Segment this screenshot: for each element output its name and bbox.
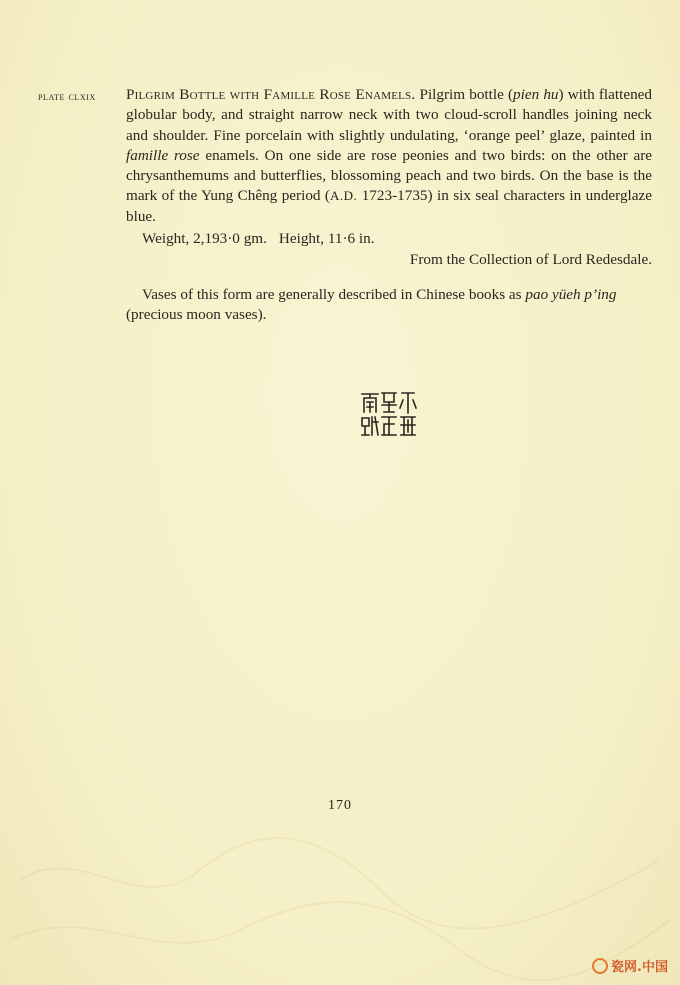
measurements — [142, 229, 652, 249]
weight: Weight, 2,193·0 gm. — [142, 230, 267, 248]
description-paragraph — [126, 85, 652, 227]
note-text: (precious moon vases). — [126, 305, 267, 323]
site-watermark — [592, 956, 668, 975]
watermark-logo-icon — [592, 958, 608, 974]
description-text: ) with flattened globular body, and straight narrow neck with two cloud-scroll handles joining neck and shoulder. Fine porcelain with slightly undulating, ‘orange peel’ glaze, painted in — [126, 86, 652, 144]
description-text: 1723-1735) in six seal characters in underglaze blue. — [126, 187, 652, 225]
provenance: From the Collection of Lord Redesdale. — [409, 251, 652, 269]
era-abbreviation: A.D. — [330, 188, 358, 204]
plate-label: plate clxix — [38, 91, 96, 103]
term-famille-rose: famille rose — [126, 146, 200, 164]
faint-decorative-pattern — [0, 820, 680, 985]
note-paragraph — [126, 285, 652, 326]
note-text: Vases of this form are generally described in Chinese books as — [142, 285, 526, 303]
height: Height, 11·6 in. — [278, 230, 375, 248]
entry-title: Pilgrim Bottle with Famille Rose Enamels. — [126, 86, 416, 103]
catalogue-entry — [126, 85, 652, 325]
page-number: 170 — [328, 798, 352, 813]
term-pao-yueh-ping: pao yüeh p’ing — [525, 285, 617, 303]
watermark-text: 瓷网.中国 — [611, 960, 668, 975]
seal-mark-image — [360, 390, 418, 438]
term-pien-hu: pien hu — [513, 86, 559, 103]
description-text: Pilgrim bottle ( — [415, 86, 514, 103]
description-text: enamels. On one side are rose peonies and two birds: on the other are chrysanthemums and butterflies, blossoming peach and two birds. On the base is the mark of the Yung Chêng period ( — [126, 146, 652, 205]
